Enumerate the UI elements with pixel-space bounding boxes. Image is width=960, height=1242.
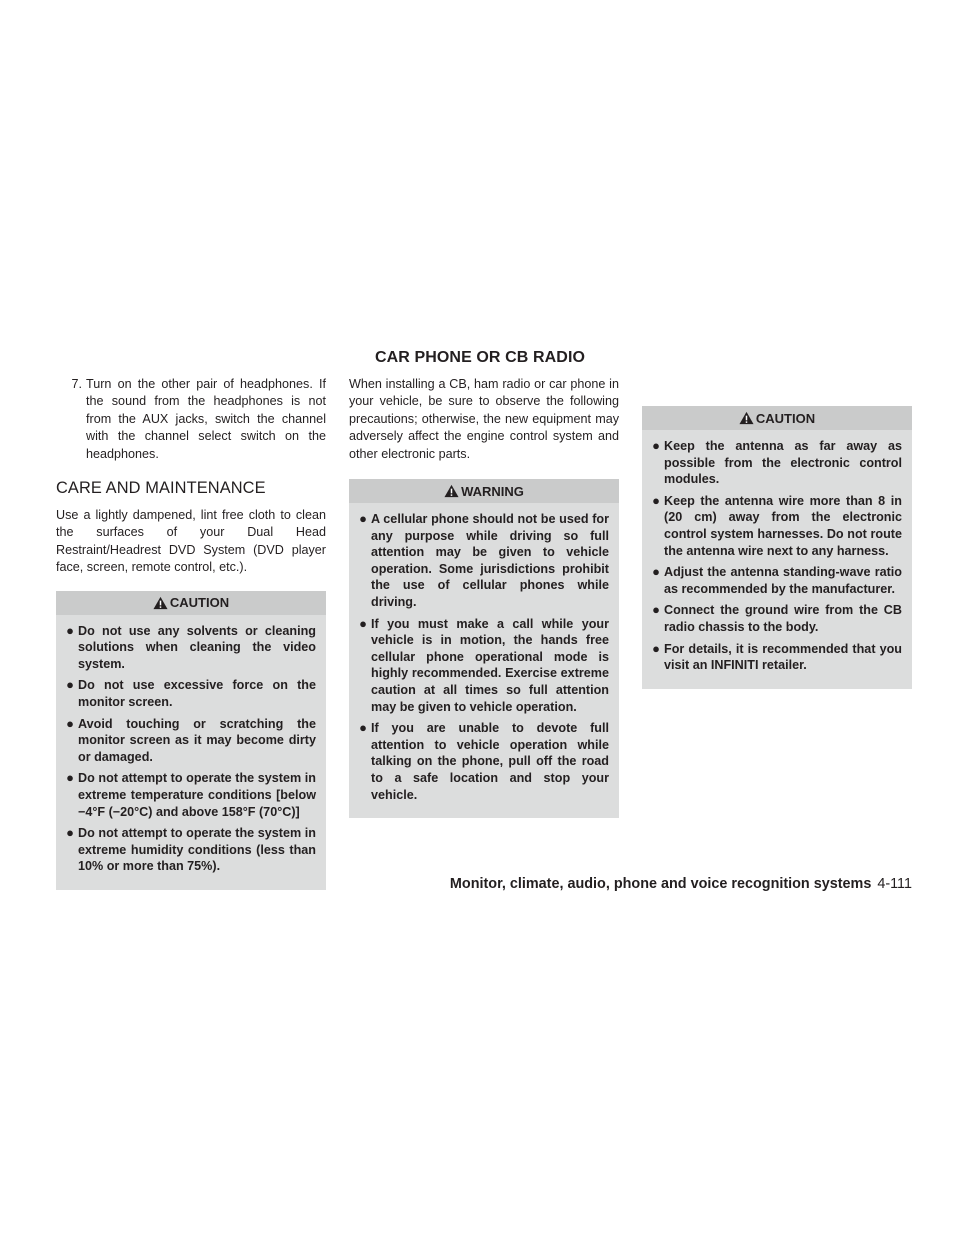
care-text: Use a lightly dampened, lint free cloth to clean the surfaces of your Dual Head Restraint/Headrest DVD System (DVD player face, screen, remote control, etc.).: [56, 508, 326, 575]
bullet-icon: ●: [66, 715, 74, 731]
middle-column: [349, 376, 619, 818]
bullet-icon: ●: [66, 677, 74, 693]
bullet-icon: ●: [359, 720, 367, 736]
bullet-icon: ●: [359, 615, 367, 631]
list-item: ● If you must make a call while your vehicle is in motion, the hands free cellular phone operational mode is highly recommended. Exercise extreme caution at all times so full attention may be given to vehicle operation.: [355, 616, 609, 716]
page-number: 4-111: [877, 876, 912, 892]
bullet-icon: ●: [359, 511, 367, 527]
list-item: ● Keep the antenna as far away as possible from the electronic control modules.: [648, 438, 902, 488]
caution-list: [642, 430, 912, 674]
bullet-icon: ●: [66, 825, 74, 841]
section-title: CAR PHONE OR CB RADIO: [374, 349, 586, 366]
warning-triangle-icon: [444, 484, 459, 498]
bullet-icon: ●: [652, 492, 660, 508]
warning-box: [349, 479, 619, 818]
list-item: ● Do not use any solvents or cleaning solutions when cleaning the video system.: [62, 623, 316, 673]
page-footer: [450, 876, 912, 892]
list-item: ● Adjust the antenna standing-wave ratio as recommended by the manufacturer.: [648, 564, 902, 597]
warning-triangle-icon: [153, 596, 168, 610]
caution-box-left: [56, 591, 326, 890]
list-item: ● Do not attempt to operate the system in extreme humidity conditions (less than 10% or more than 75%).: [62, 825, 316, 875]
caution-list: [56, 615, 326, 875]
left-column: [56, 376, 326, 890]
caution-title: CAUTION: [169, 595, 230, 611]
bullet-icon: ●: [652, 602, 660, 618]
care-heading: CARE AND MAINTENANCE: [56, 479, 266, 498]
list-item: ● Do not attempt to operate the system in extreme temperature conditions [below −4°F (−20°C) and above 158°F (70°C)]: [62, 770, 316, 820]
bullet-icon: ●: [66, 622, 74, 638]
caution-header: [56, 591, 326, 615]
bullet-icon: ●: [66, 770, 74, 786]
footer-section: Monitor, climate, audio, phone and voice recognition systems: [449, 876, 872, 892]
bullet-icon: ●: [652, 564, 660, 580]
list-item: ● Connect the ground wire from the CB radio chassis to the body.: [648, 602, 902, 635]
list-item: ● A cellular phone should not be used for any purpose while driving so full attention may be given to vehicle operation. Some jurisdictions prohibit the use of cellular phones while driving.: [355, 511, 609, 611]
step-text: Turn on the other pair of headphones. If the sound from the headphones is not from the AUX jacks, switch the channel with the channel select switch on the headphones.: [86, 377, 326, 461]
step-7: [56, 376, 326, 463]
list-item: ● Do not use excessive force on the monitor screen.: [62, 677, 316, 710]
caution-box-right: [642, 406, 912, 689]
intro-text: When installing a CB, ham radio or car phone in your vehicle, be sure to observe the following precautions; otherwise, the new equipment may adversely affect the engine control system and other electronic parts.: [349, 377, 619, 461]
list-item: ● Avoid touching or scratching the monitor screen as it may become dirty or damaged.: [62, 716, 316, 766]
bullet-icon: ●: [652, 438, 660, 453]
list-item: ● For details, it is recommended that you visit an INFINITI retailer.: [648, 641, 902, 674]
step-number: 7.: [71, 377, 82, 391]
warning-header: [349, 479, 619, 503]
bullet-icon: ●: [652, 640, 660, 656]
list-item: ● Keep the antenna wire more than 8 in (20 cm) away from the electronic control system harnesses. Do not route the antenna wire next to any harness.: [648, 493, 902, 559]
caution-title: CAUTION: [755, 410, 816, 426]
warning-list: [349, 503, 619, 803]
right-column: [642, 406, 912, 689]
warning-title: WARNING: [461, 483, 524, 499]
list-item: ● If you are unable to devote full attention to vehicle operation while talking on the phone, pull off the road to a safe location and stop your vehicle.: [355, 720, 609, 803]
caution-header: [642, 406, 912, 430]
warning-triangle-icon: [739, 411, 754, 425]
